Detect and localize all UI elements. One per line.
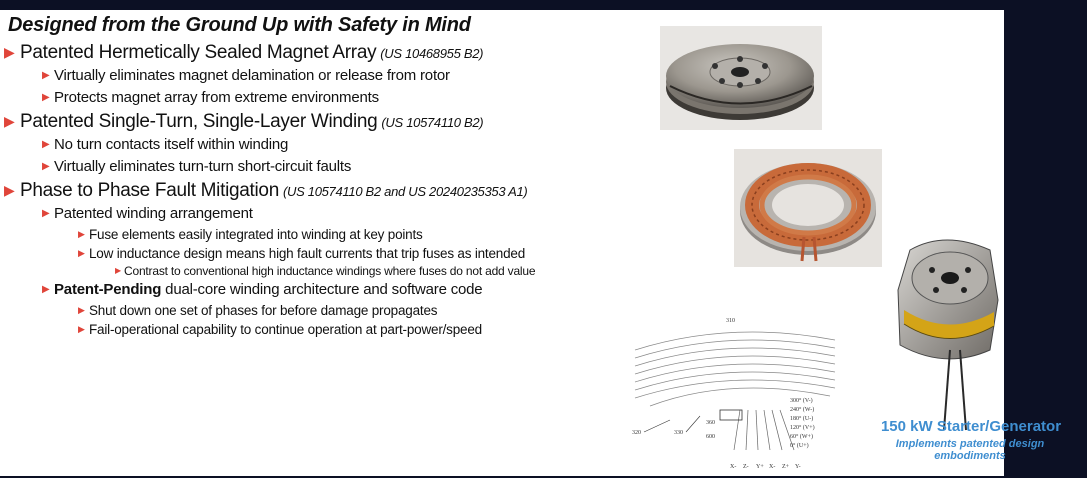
- bullet-arrow-icon: ▶: [42, 92, 50, 103]
- fig-angle-label: 120° (V+): [790, 425, 815, 431]
- caption-title: 150 kW Starter/Generator: [880, 418, 1062, 435]
- fig-angle-label: 180° (U-): [790, 416, 814, 422]
- bullet-item: ▶ Low inductance design means high fault currents that trip fuses as intended: [78, 246, 526, 261]
- bullet-item: ▶ Protects magnet array from extreme environments: [0, 87, 620, 109]
- fig-label-330: 330: [674, 430, 683, 436]
- slide-heading: Designed from the Ground Up with Safety in Mind: [8, 14, 471, 36]
- bullet-arrow-icon: ▶: [78, 305, 85, 315]
- bullet-dual-core: ▶ Patent-Pending dual-core winding architecture and software code: [0, 279, 620, 301]
- bullet-item: ▶ Virtually eliminates magnet delamination or release from rotor: [0, 65, 620, 87]
- bullet-arrow-icon: ▶: [42, 161, 50, 172]
- fig-phase-label: Z-: [743, 464, 749, 470]
- fig-phase-label: X-: [730, 464, 737, 470]
- patent-ref: (US 10468955 B2): [380, 46, 484, 61]
- stator-winding-photo: [734, 149, 882, 267]
- bullet-arrow-icon: ▶: [4, 44, 15, 60]
- bullet-item: ▶ Fail-operational capability to continue operation at part-power/speed: [78, 322, 482, 337]
- fig-angle-label: 60° (W+): [790, 434, 813, 440]
- fig-phase-label: Y+: [756, 464, 764, 470]
- rotor-photo: [660, 26, 822, 130]
- bullet-fault-mitigation: ▶ Phase to Phase Fault Mitigation (US 10574110 B2 and US 20240235353 A1): [4, 180, 528, 201]
- bullet-arrow-icon: ▶: [4, 182, 15, 198]
- bullet-item: ▶ Patented winding arrangement: [0, 203, 620, 225]
- slide: [0, 10, 1004, 476]
- bullet-arrow-icon: ▶: [78, 229, 85, 239]
- bullet-item: ▶ No turn contacts itself within winding: [0, 134, 620, 156]
- bullet-arrow-icon: ▶: [42, 70, 50, 81]
- bullet-arrow-icon: ▶: [115, 266, 121, 275]
- bullet-arrow-icon: ▶: [4, 113, 15, 129]
- fig-label-600: 600: [706, 434, 715, 440]
- patent-ref: (US 10574110 B2): [381, 115, 484, 130]
- starter-generator-photo: [890, 230, 1000, 440]
- bullet-arrow-icon: ▶: [78, 248, 85, 258]
- fig-label-320: 320: [632, 430, 641, 436]
- fig-angle-label: 240° (W-): [790, 407, 815, 413]
- bullet-arrow-icon: ▶: [78, 324, 85, 334]
- fig-label-310: 310: [726, 318, 735, 324]
- patent-figure: [630, 310, 840, 476]
- fig-label-360: 360: [706, 420, 715, 426]
- fig-phase-label: Y-: [795, 464, 801, 470]
- fig-angle-label: 0° (U+): [790, 443, 809, 449]
- fig-phase-label: Z+: [782, 464, 790, 470]
- bullet-arrow-icon: ▶: [42, 208, 50, 219]
- caption-subtitle: Implements patented design embodiments: [895, 438, 1045, 462]
- patent-ref: (US 10574110 B2 and US 20240235353 A1): [282, 184, 528, 199]
- bullet-item: ▶ Fuse elements easily integrated into winding at key points: [78, 227, 423, 242]
- bullet-arrow-icon: ▶: [42, 284, 50, 295]
- bullet-magnet-array: ▶ Patented Hermetically Sealed Magnet Array (US 10468955 B2): [4, 42, 484, 63]
- bullet-item: ▶ Virtually eliminates turn-turn short-circuit faults: [0, 156, 620, 178]
- bullet-item: ▶ Contrast to conventional high inductance windings where fuses do not add value: [115, 264, 536, 278]
- bullet-winding: ▶ Patented Single-Turn, Single-Layer Winding (US 10574110 B2): [4, 111, 484, 132]
- bullet-item: ▶ Shut down one set of phases for before damage propagates: [78, 303, 438, 318]
- bullet-list: [0, 40, 620, 339]
- right-edge-strip: [1004, 0, 1087, 478]
- bullet-arrow-icon: ▶: [42, 139, 50, 150]
- fig-phase-label: X-: [769, 464, 776, 470]
- fig-angle-label: 300° (V-): [790, 398, 813, 404]
